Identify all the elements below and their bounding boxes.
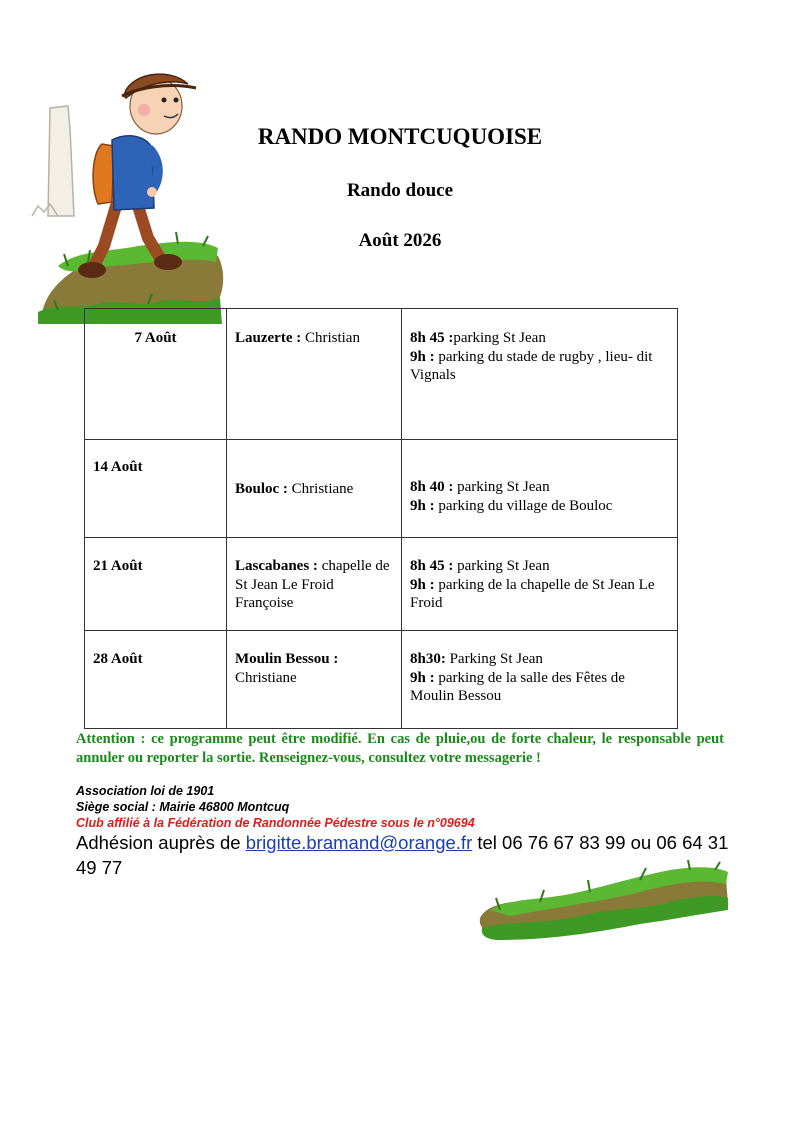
meeting-cell (402, 440, 678, 538)
place-name: Lascabanes : (235, 558, 318, 574)
meeting-place: parking du village de Bouloc (434, 497, 613, 514)
schedule-table (84, 308, 678, 729)
email-link[interactable]: brigitte.bramand@orange.fr (245, 832, 473, 853)
place-leader: chapelle de St Jean Le Froid Françoise (235, 558, 390, 611)
meeting-cell (402, 631, 678, 729)
table-row (85, 538, 678, 631)
meeting-time: 8h30: (410, 651, 446, 667)
meeting-time: 8h 45 : (410, 330, 454, 346)
meeting-place: parking St Jean (453, 330, 546, 346)
date-cell (85, 631, 227, 729)
place-cell (227, 538, 402, 631)
meeting-time: 8h 45 : (410, 558, 454, 574)
place-name: Moulin Bessou : (235, 651, 339, 667)
adhesion-prefix: Adhésion auprès de (76, 832, 246, 853)
club-affiliation-line: Club affilié à la Fédération de Randonnée Pédestre sous le n°09694 (76, 816, 475, 830)
table-row (85, 440, 678, 538)
meeting-cell (402, 538, 678, 631)
meeting-time: 9h : (410, 497, 435, 514)
place-cell (227, 309, 402, 440)
meeting-place: parking St Jean (453, 558, 550, 574)
grass-illustration (470, 858, 732, 942)
place-leader: Christiane (235, 669, 297, 686)
association-line: Association loi de 1901 (76, 784, 215, 798)
date-cell (85, 309, 227, 440)
meeting-place: parking de la chapelle de St Jean Le Froid (410, 576, 655, 611)
hike-date: 21 Août (93, 558, 143, 574)
siege-social-line: Siège social : Mairie 46800 Montcuq (76, 800, 290, 814)
adhesion-phones: tel 06 76 67 83 99 ou 06 64 31 49 77 (76, 832, 729, 878)
place-leader: Christiane (287, 481, 354, 497)
meeting-time: 9h : (410, 669, 435, 686)
place-name: Bouloc : (235, 481, 288, 497)
hike-date: 28 Août (93, 651, 143, 667)
place-cell (227, 440, 402, 538)
month-title: Août 2026 (358, 230, 442, 251)
meeting-time: 8h 40 : (410, 479, 454, 495)
date-cell (85, 440, 227, 538)
meeting-place: parking de la salle des Fêtes de Moulin Bessou (410, 669, 625, 704)
page-title: RANDO MONTCUQUOISE (257, 124, 543, 149)
attention-notice: Attention : ce programme peut être modifié. En cas de pluie,ou de forte chaleur, le responsable peut annuler ou reporter la sortie. Renseignez-vous, consultez votre messagerie ! (76, 731, 724, 766)
place-name: Lauzerte : (235, 330, 302, 346)
meeting-place: parking St Jean (453, 479, 550, 495)
page-subtitle: Rando douce (346, 180, 454, 201)
date-cell (85, 538, 227, 631)
place-cell (227, 631, 402, 729)
place-leader: Christian (301, 330, 360, 346)
meeting-time: 9h : (410, 576, 435, 593)
meeting-place: parking du stade de rugby , lieu- dit Vignals (410, 348, 653, 383)
meeting-time: 9h : (410, 348, 435, 365)
meeting-cell (402, 309, 678, 440)
hike-date: 7 Août (134, 330, 177, 346)
meeting-place: Parking St Jean (445, 651, 543, 667)
table-row (85, 631, 678, 729)
hike-date: 14 Août (93, 459, 143, 475)
table-row (85, 309, 678, 440)
